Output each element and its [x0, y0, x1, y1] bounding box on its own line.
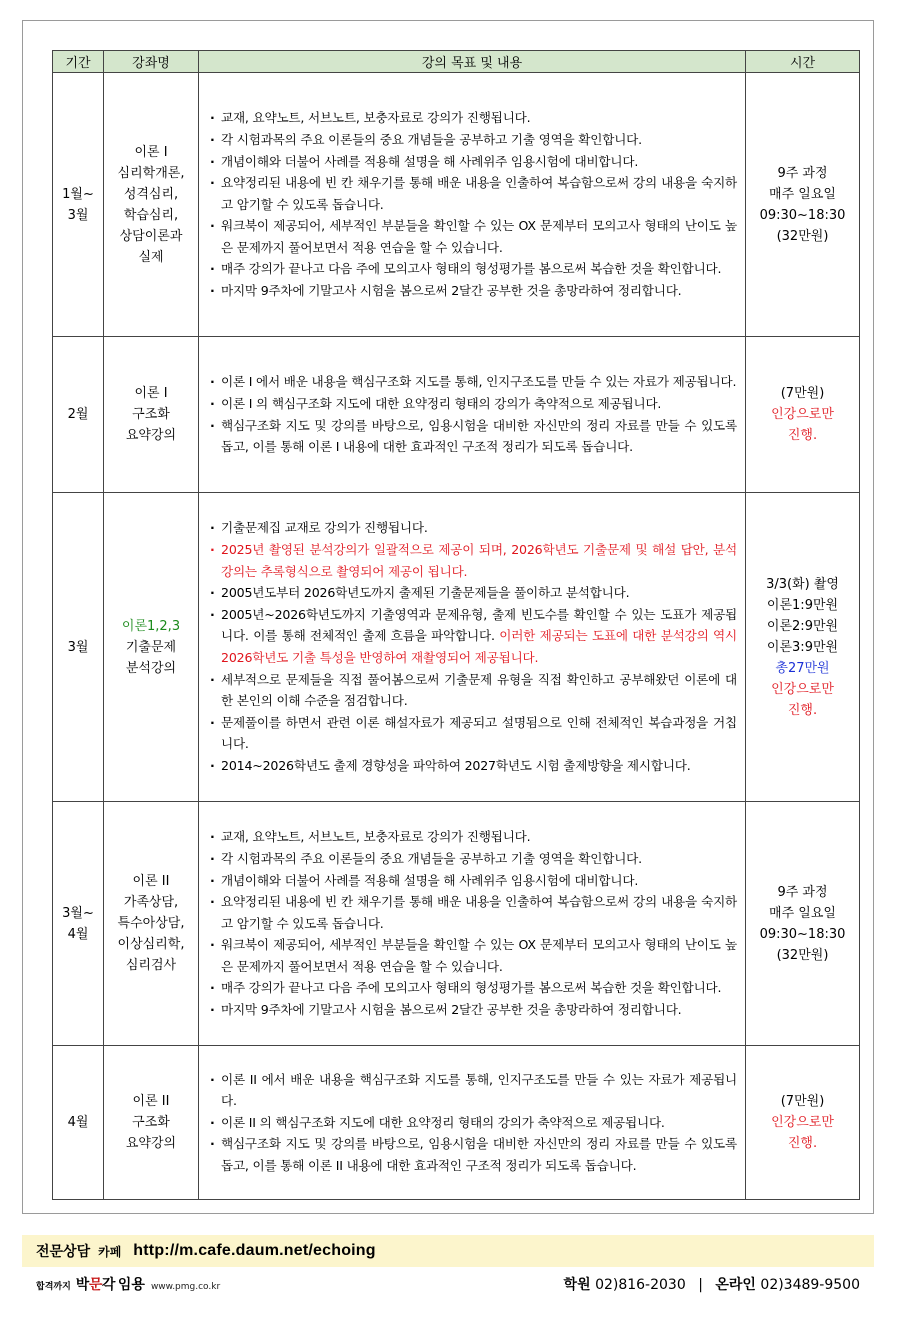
list-item: · 2005년도부터 2026학년도까지 출제된 기출문제들을 풀이하고 분석합니다. — [203, 582, 737, 604]
list-item: · 2014~2026학년도 출제 경향성을 파악하여 2027학년도 시험 출제방향을 제시합니다. — [203, 755, 737, 777]
header-time: 시간 — [746, 51, 860, 73]
footer — [22, 1272, 874, 1296]
content-cell — [199, 73, 746, 337]
period-cell: 3월 — [53, 493, 104, 802]
online-only-note: 인강으로만 — [771, 681, 834, 697]
list-item: · 요약정리된 내용에 빈 칸 채우기를 통해 배운 내용을 인출하여 복습함으로써 강의 내용을 숙지하고 암기할 수 있도록 돕습니다. — [203, 172, 737, 215]
online-phone: 02)3489-9500 — [760, 1277, 860, 1293]
list-item: · 교재, 요약노트, 서브노트, 보충자료로 강의가 진행됩니다. — [203, 826, 737, 848]
highlight-text: 이러한 제공되는 도표에 대한 분석강의 역시 2026학년도 기출 특성을 반영하여 재촬영되어 제공됩니다. — [221, 628, 737, 665]
content-cell — [199, 802, 746, 1046]
total-price: 총27만원 — [775, 660, 830, 676]
list-item: · 교재, 요약노트, 서브노트, 보충자료로 강의가 진행됩니다. — [203, 107, 737, 129]
content-list — [203, 517, 737, 776]
list-item: · 핵심구조화 지도 및 강의를 바탕으로, 임용시험을 대비한 자신만의 정리 자료를 만들 수 있도록 돕고, 이를 통해 이론 I 내용에 대한 효과적인 구조적 정리가 되도록 돕습니다. — [203, 415, 737, 458]
table-row — [53, 493, 860, 802]
table-header-row — [53, 51, 860, 73]
list-item: · 핵심구조화 지도 및 강의를 바탕으로, 임용시험을 대비한 자신만의 정리 자료를 만들 수 있도록 돕고, 이를 통해 이론 II 내용에 대한 효과적인 구조적 정리가 되도록 돕습니다. — [203, 1133, 737, 1176]
content-cell — [199, 493, 746, 802]
list-item: · 각 시험과목의 주요 이론들의 중요 개념들을 공부하고 기출 영역을 확인합니다. — [203, 129, 737, 151]
period-cell: 3월~ 4월 — [53, 802, 104, 1046]
list-item: · 각 시험과목의 주요 이론들의 중요 개념들을 공부하고 기출 영역을 확인합니다. — [203, 848, 737, 870]
list-item: · 이론 I 의 핵심구조화 지도에 대한 요약정리 형태의 강의가 축약적으로 제공됩니다. — [203, 393, 737, 415]
list-item: · 매주 강의가 끝나고 다음 주에 모의고사 형태의 형성평가를 봄으로써 복습한 것을 확인합니다. — [203, 977, 737, 999]
content-list — [203, 107, 737, 301]
period-cell: 1월~ 3월 — [53, 73, 104, 337]
list-item: · 워크북이 제공되어, 세부적인 부분들을 확인할 수 있는 OX 문제부터 모의고사 형태의 난이도 높은 문제까지 풀어보면서 적용 연습을 할 수 있습니다. — [203, 215, 737, 258]
time-cell: (7만원) 인강으로만 진행. — [746, 337, 860, 493]
time-cell: 9주 과정 매주 일요일 09:30~18:30 (32만원) — [746, 802, 860, 1046]
list-item: · 워크북이 제공되어, 세부적인 부분들을 확인할 수 있는 OX 문제부터 모의고사 형태의 난이도 높은 문제까지 풀어보면서 적용 연습을 할 수 있습니다. — [203, 934, 737, 977]
course-cell: 이론 I 심리학개론, 성격심리, 학습심리, 상담이론과 실제 — [104, 73, 199, 337]
table-row — [53, 802, 860, 1046]
list-item: · 세부적으로 문제들을 직접 풀어봄으로써 기출문제 유형을 직접 확인하고 공부해왔던 이론에 대한 본인의 이해 수준을 점검합니다. — [203, 669, 737, 712]
brand-logo: 합격까지 박문각 임용 www.pmg.co.kr — [36, 1277, 221, 1293]
cafe-link[interactable]: http://m.cafe.daum.net/echoing — [133, 1242, 376, 1259]
list-item: · 이론 I 에서 배운 내용을 핵심구조화 지도를 통해, 인지구조도를 만들 수 있는 자료가 제공됩니다. — [203, 371, 737, 393]
list-item: · 개념이해와 더불어 사례를 적용해 설명을 해 사례위주 임용시험에 대비합니다. — [203, 151, 737, 173]
time-cell: 3/3(화) 촬영 이론1:9만원 이론2:9만원 이론3:9만원 총27만원 인강으로만 진행. — [746, 493, 860, 802]
cafe-label: 전문상담 — [36, 1244, 91, 1260]
cafe-sublabel: 카페 — [98, 1244, 122, 1259]
table-row — [53, 1046, 860, 1200]
contact-info: 학원 02)816-2030 | 온라인 02)3489-9500 — [563, 1277, 860, 1293]
list-item: · 마지막 9주차에 기말고사 시험을 봄으로써 2달간 공부한 것을 총망라하여 정리합니다. — [203, 999, 737, 1021]
list-item: · 기출문제집 교재로 강의가 진행됩니다. — [203, 517, 737, 539]
time-cell: 9주 과정 매주 일요일 09:30~18:30 (32만원) — [746, 73, 860, 337]
period-cell: 2월 — [53, 337, 104, 493]
content-list — [203, 1069, 737, 1177]
list-item: · 이론 II 의 핵심구조화 지도에 대한 요약정리 형태의 강의가 축약적으로 제공됩니다. — [203, 1112, 737, 1134]
cafe-banner — [22, 1235, 874, 1267]
online-only-note: 인강으로만 — [771, 407, 834, 422]
content-list — [203, 371, 737, 457]
time-cell: (7만원) 인강으로만 진행. — [746, 1046, 860, 1200]
list-item: · 이론 II 에서 배운 내용을 핵심구조화 지도를 통해, 인지구조도를 만들 수 있는 자료가 제공됩니다. — [203, 1069, 737, 1112]
content-cell — [199, 1046, 746, 1200]
content-list — [203, 826, 737, 1020]
course-cell: 이론1,2,3 기출문제 분석강의 — [104, 493, 199, 802]
list-item: · 개념이해와 더불어 사례를 적용해 설명을 해 사례위주 임용시험에 대비합니다. — [203, 870, 737, 892]
academy-phone: 02)816-2030 — [595, 1277, 686, 1293]
header-content: 강의 목표 및 내용 — [199, 51, 746, 73]
course-cell: 이론 I 구조화 요약강의 — [104, 337, 199, 493]
table-row — [53, 73, 860, 337]
content-cell — [199, 337, 746, 493]
list-item: · 마지막 9주차에 기말고사 시험을 봄으로써 2달간 공부한 것을 총망라하여 정리합니다. — [203, 280, 737, 302]
schedule-table — [52, 50, 860, 1200]
list-item: · 문제풀이를 하면서 관련 이론 해설자료가 제공되고 설명됨으로 인해 전체적인 복습과정을 거칩니다. — [203, 712, 737, 755]
header-period: 기간 — [53, 51, 104, 73]
website-link[interactable]: www.pmg.co.kr — [150, 1282, 221, 1292]
online-only-note: 인강으로만 — [771, 1115, 834, 1130]
course-cell: 이론 II 구조화 요약강의 — [104, 1046, 199, 1200]
header-course: 강좌명 — [104, 51, 199, 73]
period-cell: 4월 — [53, 1046, 104, 1200]
list-item-highlight: · 2025년 촬영된 분석강의가 일괄적으로 제공이 되며, 2026학년도 기출문제 및 해설 답안, 분석강의는 추록형식으로 촬영되어 제공이 됩니다. — [203, 539, 737, 582]
list-item: · 2005년~2026학년도까지 기출영역과 문제유형, 출제 빈도수를 확인할 수 있는 도표가 제공됩니다. 이를 통해 전체적인 출제 흐름을 파악합니다. 이러한 제공되는 도표에 대한 분석강의 역시 2026학년도 기출 특성을 반영하여 재촬영되어 제공됩니다. — [203, 604, 737, 669]
table-row — [53, 337, 860, 493]
list-item: · 매주 강의가 끝나고 다음 주에 모의고사 형태의 형성평가를 봄으로써 복습한 것을 확인합니다. — [203, 258, 737, 280]
course-highlight: 이론1,2,3 — [121, 618, 181, 634]
list-item: · 요약정리된 내용에 빈 칸 채우기를 통해 배운 내용을 인출하여 복습함으로써 강의 내용을 숙지하고 암기할 수 있도록 돕습니다. — [203, 891, 737, 934]
course-cell: 이론 II 가족상담, 특수아상담, 이상심리학, 심리검사 — [104, 802, 199, 1046]
